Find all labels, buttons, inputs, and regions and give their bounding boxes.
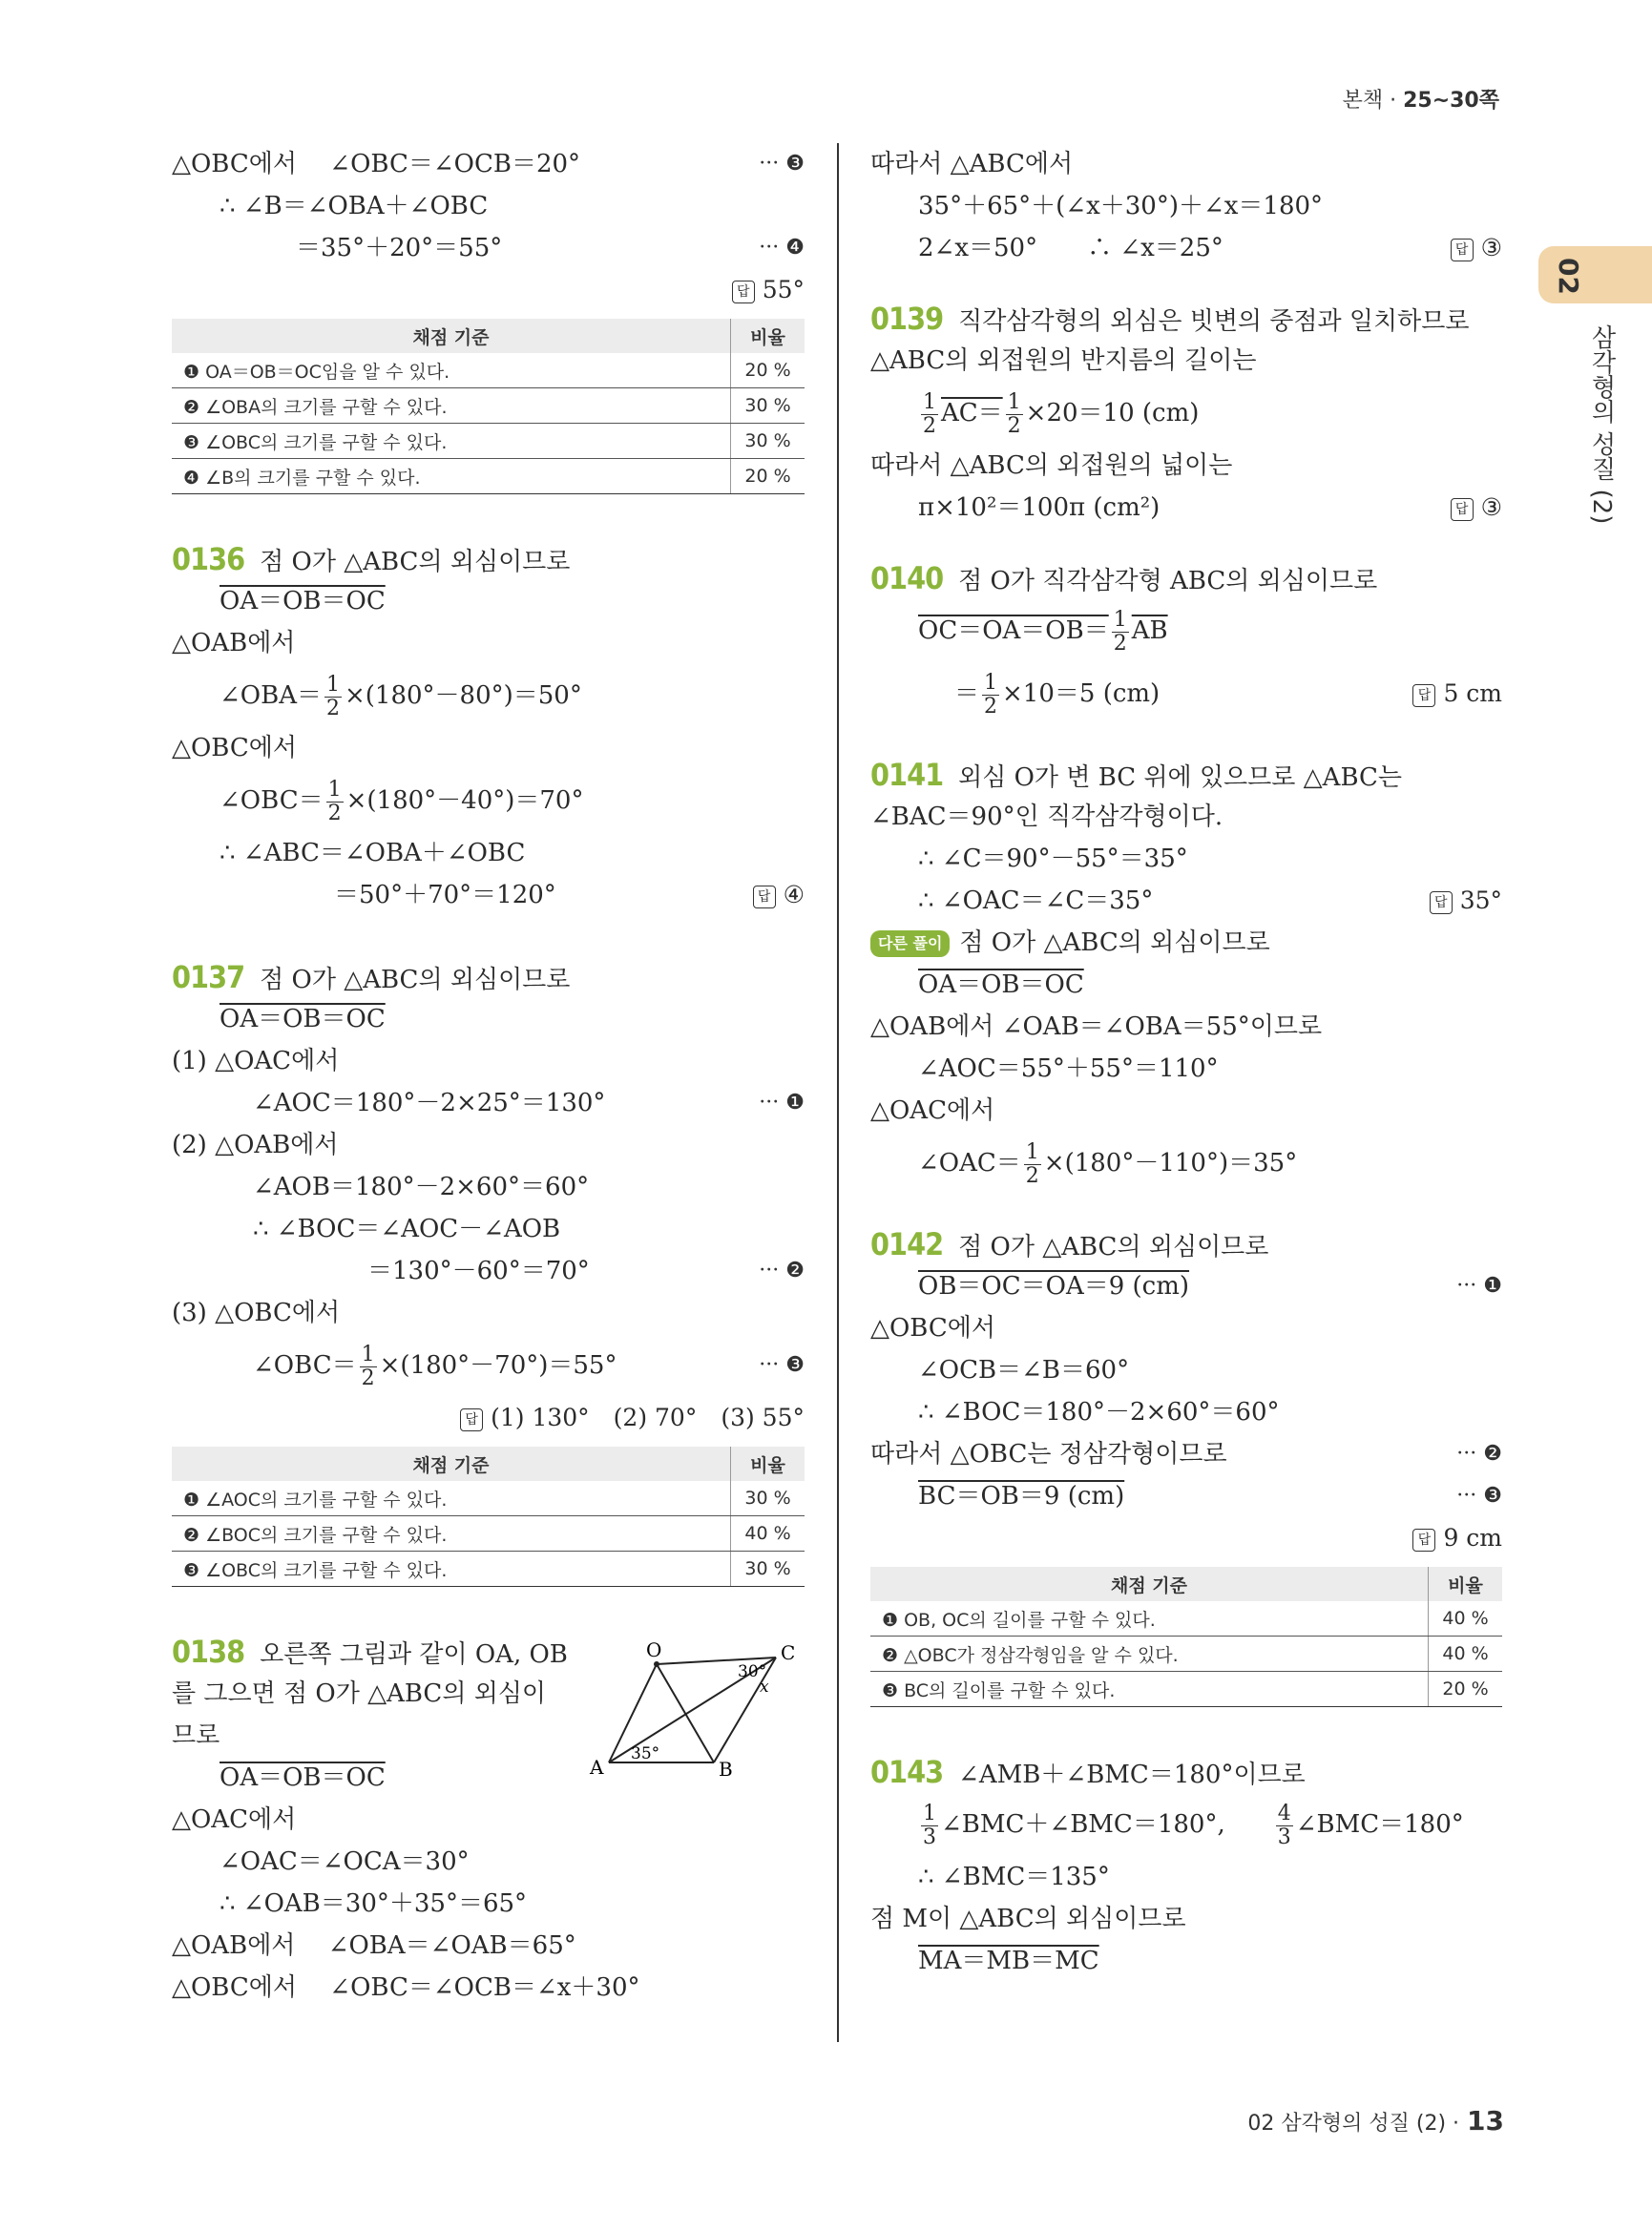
left-column: △OBC에서 ∠OBC＝∠OCB＝20° ··· ❸ ∴ ∠B＝∠OBA＋∠OBC ＝35°＋20°＝55° ··· ❹ 답 55° 채점 기준 비율 ❶ OA＝OB＝OC임을 알 수 있다. 20 % ❷ ∠OBA의 크기를 구할 수 있다. 30 % ❸ ∠OBC의 크기를 구할 수 있다. 30 % ❹ ∠B의 크기를 구할 수 있다. 20 % 0136 점 O가 △ABC의 외심이므로 OA＝OB＝OC △OAB에서 ∠OBA＝ $\frac{1}{2}$ ×(180°－80°)＝50° △OBC에서 ∠OBC＝ $\frac{1}{2}$ ×(180°－40°)＝70° ∴ ∠ABC＝∠OBA＋∠OBC ＝50°＋70°＝120° 답 ④ 0137 점 O가 △ABC의 외심이므로 OA＝OB＝OC (1) △OAC에서 ∠AOC＝180°－2×25°＝130° ··· ❶ (2) △OAB에서 ∠AOB＝180°－2×60°＝60° ∴ ∠BOC＝∠AOC－∠AOB ＝130°－60°＝70° ··· ❷ (3) △OBC에서 ∠OBC＝ $\frac{1}{2}$ ×(180°－70°)＝55° ··· ❸ 답 (1) 130° (2) 70° (3) 55° 채점 기준 비율 ❶ ∠AOC의 크기를 구할 수 있다. 30 % ❷ ∠BOC의 크기를 구할 수 있다. 40 % ❸ ∠OBC의 크기를 구할 수 있다. 30 % O C A B 30° x 35° 0138 오른쪽 그림과 같이 OA, OB 를 그으면 점 O가 △ABC의 외심이 므로 OA＝OB＝OC △OAC에서 ∠OAC＝∠OCA＝30° ∴ ∠OAB＝30°＋35°＝65° △OAB에서 ∠OBA＝∠OAB＝65° △OBC에서 ∠OBC＝∠OCB＝∠x＋30°	[172, 143, 805, 2009]
answer-line: 답 55°	[172, 269, 805, 311]
problem-0136-header: 0136 점 O가 △ABC의 외심이므로	[172, 541, 571, 577]
scoring-table: 채점 기준 비율 ❶ ∠AOC의 크기를 구할 수 있다. 30 % ❷ ∠BOC의 크기를 구할 수 있다. 40 % ❸ ∠OBC의 크기를 구할 수 있다. 30 %	[172, 1447, 805, 1587]
table-row: ❸ ∠OBC의 크기를 구할 수 있다. 30 %	[172, 1552, 805, 1587]
label-A: A	[590, 1756, 604, 1779]
chapter-number: 02	[1553, 258, 1584, 295]
label-O: O	[646, 1638, 662, 1661]
column-divider	[837, 143, 839, 2042]
solution-line: ＝35°＋20°＝55° ··· ❹	[296, 234, 805, 262]
table-row: ❸ BC의 길이를 구할 수 있다. 20 %	[870, 1672, 1502, 1707]
scoring-table: 채점 기준 비율 ❶ OB, OC의 길이를 구할 수 있다. 40 % ❷ △OBC가 정삼각형임을 알 수 있다. 40 % ❸ BC의 길이를 구할 수 있다. 20 %	[870, 1567, 1502, 1707]
page-footer: 02 삼각형의 성질 (2) · 13	[1247, 2105, 1504, 2137]
angle-30: 30°	[738, 1662, 767, 1681]
scoring-table: 채점 기준 비율 ❶ OA＝OB＝OC임을 알 수 있다. 20 % ❷ ∠OBA의 크기를 구할 수 있다. 30 % ❸ ∠OBC의 크기를 구할 수 있다. 30 % ❹ ∠B의 크기를 구할 수 있다. 20 %	[172, 319, 805, 494]
problem-0137-header: 0137 점 O가 △ABC의 외심이므로	[172, 959, 571, 995]
table-row: ❶ ∠AOC의 크기를 구할 수 있다. 30 %	[172, 1481, 805, 1516]
alternate-solution-badge: 다른 풀이	[870, 930, 950, 957]
table-row: ❶ OA＝OB＝OC임을 알 수 있다. 20 %	[172, 353, 805, 388]
solution-line: △OBC에서 ∠OBC＝∠OCB＝20° ··· ❸	[172, 150, 805, 178]
problem-0143-header: 0143 ∠AMB＋∠BMC＝180°이므로	[870, 1754, 1306, 1790]
table-row: ❶ OB, OC의 길이를 구할 수 있다. 40 %	[870, 1601, 1502, 1637]
problem-0138-header: 0138 오른쪽 그림과 같이 OA, OB	[172, 1634, 568, 1670]
page-header: 본책 · 25~30쪽	[1342, 89, 1499, 113]
table-row: ❷ ∠OBA의 크기를 구할 수 있다. 30 %	[172, 388, 805, 424]
label-C: C	[781, 1641, 796, 1664]
chapter-title: 삼각형의 성질 (2)	[1587, 324, 1616, 525]
right-column: 따라서 △ABC에서 35°＋65°＋(∠x＋30°)＋∠x＝180° 2∠x＝50° ∴ ∠x＝25° 답 ③ 0139 직각삼각형의 외심은 빗변의 중점과 일치하므로 △ABC의 외접원의 반지름의 길이는 $\frac{1}{2}$ AC＝ $\frac{1}{2}$ ×20＝10 (cm) 따라서 △ABC의 외접원의 넓이는 π×10²＝100π (cm²) 답 ③ 0140 점 O가 직각삼각형 ABC의 외심이므로 OC＝OA＝OB＝ $\frac{1}{2}$ $\overline{AB}$ ＝ $\frac{1}{2}$ ×10＝5 (cm) 답 5 cm 0141 외심 O가 변 BC 위에 있으므로 △ABC는 ∠BAC＝90°인 직각삼각형이다. ∴ ∠C＝90°－55°＝35° ∴ ∠OAC＝∠C＝35° 답 35° 다른 풀이 점 O가 △ABC의 외심이므로 OA＝OB＝OC △OAB에서 ∠OAB＝∠OBA＝55°이므로 ∠AOC＝55°＋55°＝110° △OAC에서 ∠OAC＝ $\frac{1}{2}$ ×(180°－110°)＝35° 0142 점 O가 △ABC의 외심이므로 OB＝OC＝OA＝9 (cm) ··· ❶ △OBC에서 ∠OCB＝∠B＝60° ∴ ∠BOC＝180°－2×60°＝60° 따라서 △OBC는 정삼각형이므로 ··· ❷ BC＝OB＝9 (cm) ··· ❸ 답 9 cm 채점 기준 비율 ❶ OB, OC의 길이를 구할 수 있다. 40 % ❷ △OBC가 정삼각형임을 알 수 있다. 40 % ❸ BC의 길이를 구할 수 있다. 20 % 0143 ∠AMB＋∠BMC＝180°이므로 $\frac{1}{3}$ ∠BMC＋∠BMC＝180°, $\frac{4}{3}$ ∠BMC＝180° ∴ ∠BMC＝135° 점 M이 △ABC의 외심이므로 MA＝MB＝MC	[870, 150, 1502, 1975]
angle-x: x	[760, 1678, 769, 1697]
problem-0139-header: 0139 직각삼각형의 외심은 빗변의 중점과 일치하므로	[870, 301, 1470, 337]
problem-0142-header: 0142 점 O가 △ABC의 외심이므로	[870, 1226, 1269, 1262]
solution-line: ∴ ∠B＝∠OBA＋∠OBC	[220, 192, 489, 220]
answer-icon: 답	[732, 281, 755, 303]
table-row: ❷ △OBC가 정삼각형임을 알 수 있다. 40 %	[870, 1637, 1502, 1672]
problem-0138: O C A B 30° x 35° 0138 오른쪽 그림과 같이 OA, OB 를 그으면 점 O가 △ABC의 외심이 므로 OA＝OB＝OC △OAC에서 ∠OAC＝∠OCA＝30° ∴ ∠OAB＝30°＋35°＝65° △OAB에서 ∠OBA＝∠OAB＝65° △OBC에서 ∠OBC＝∠OCB＝∠x＋30°	[172, 1631, 805, 2009]
table-row: ❹ ∠B의 크기를 구할 수 있다. 20 %	[172, 459, 805, 494]
angle-35: 35°	[631, 1744, 660, 1763]
label-B: B	[719, 1758, 733, 1781]
table-row: ❸ ∠OBC의 크기를 구할 수 있다. 30 %	[172, 424, 805, 459]
problem-0141-header: 0141 외심 O가 변 BC 위에 있으므로 △ABC는	[870, 757, 1403, 793]
table-row: ❷ ∠BOC의 크기를 구할 수 있다. 40 %	[172, 1516, 805, 1552]
page-number: 13	[1467, 2105, 1504, 2137]
problem-0140-header: 0140 점 O가 직각삼각형 ABC의 외심이므로	[870, 560, 1378, 596]
